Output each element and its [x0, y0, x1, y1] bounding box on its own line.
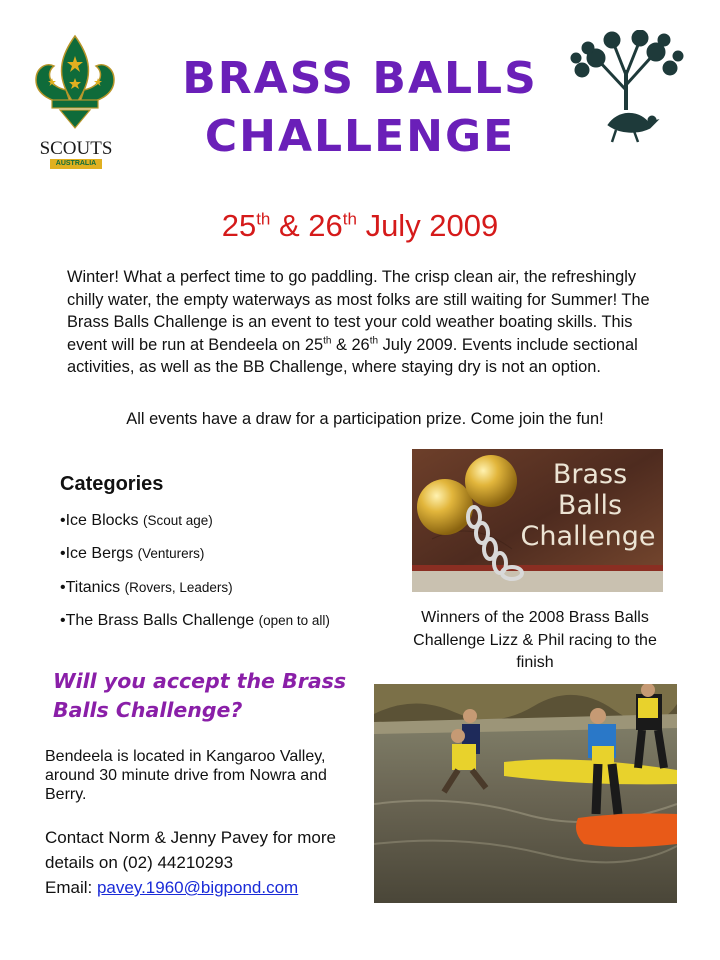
category-name: •The Brass Balls Challenge [60, 612, 255, 629]
category-item [60, 545, 204, 563]
paddling-race-photo [374, 684, 677, 903]
email-link[interactable]: pavey.1960@bigpond.com [96, 878, 299, 897]
date-suffix1: th [256, 209, 271, 229]
category-note: (Venturers) [137, 546, 205, 561]
date-suffix2: th [342, 209, 357, 229]
event-title-line1: BRASS BALLS [182, 53, 538, 104]
email-line [45, 878, 298, 898]
date-day2: 26 [308, 208, 343, 243]
category-note: (open to all) [258, 613, 330, 628]
sign-text-line3: Challenge [520, 521, 656, 552]
scouts-wordmark: SCOUTS [39, 138, 113, 159]
sign-text-line2: Balls [557, 490, 623, 521]
sign-text-line1: Brass [552, 459, 628, 490]
category-name: •Ice Blocks [60, 512, 139, 529]
category-item [60, 612, 330, 630]
brass-balls-sign-photo [412, 449, 663, 592]
email-label: Email: [45, 878, 97, 897]
date-month-year: July 2009 [356, 208, 499, 243]
intro-sup-2: th [369, 335, 379, 347]
category-name: •Titanics [60, 579, 121, 596]
category-item [60, 579, 233, 597]
intro-sup-1: th [323, 335, 332, 347]
location-info: Bendeela is located in Kangaroo Valley, around 30 minute drive from Nowra and Berry. [45, 748, 327, 803]
categories-heading: Categories [60, 473, 164, 495]
contact-info: Contact Norm & Jenny Pavey for more details on (02) 44210293 [45, 828, 337, 872]
event-title-line2: CHALLENGE [204, 111, 516, 162]
date-day1: 25 [221, 208, 257, 243]
category-item [60, 512, 213, 530]
photo-caption: Winners of the 2008 Brass Balls Challenge Lizz & Phil racing to the finish [413, 609, 657, 671]
event-title [140, 50, 580, 166]
category-note: (Scout age) [142, 513, 213, 528]
tree-bird-emblem-icon [568, 30, 686, 145]
intro-text-1: Winter! What a perfect time to go paddling. The crisp clean air, the refreshingly chilly water, the empty waterways as most folks are still waiting for Summer! The Brass Balls Challenge is an event to test your cold weather boating skills. This event will be run at Bendeela on 25 [67, 268, 650, 354]
category-name: •Ice Bergs [60, 545, 134, 562]
prize-note: All events have a draw for a participation prize. Come join the fun! [126, 410, 604, 428]
date-ampersand: & [270, 208, 309, 243]
scouts-australia-logo [30, 32, 120, 172]
challenge-question: Will you accept the Brass Balls Challenge? [53, 669, 347, 722]
category-note: (Rovers, Leaders) [124, 580, 233, 595]
event-date [100, 208, 620, 244]
intro-text-3: July 2009. Events include sectional activities, as well as the BB Challenge, where staying dry is not an option. [67, 335, 638, 376]
scouts-australia-banner: AUSTRALIA [50, 159, 102, 169]
intro-paragraph [67, 266, 662, 379]
intro-text-2: & 26 [331, 335, 370, 354]
